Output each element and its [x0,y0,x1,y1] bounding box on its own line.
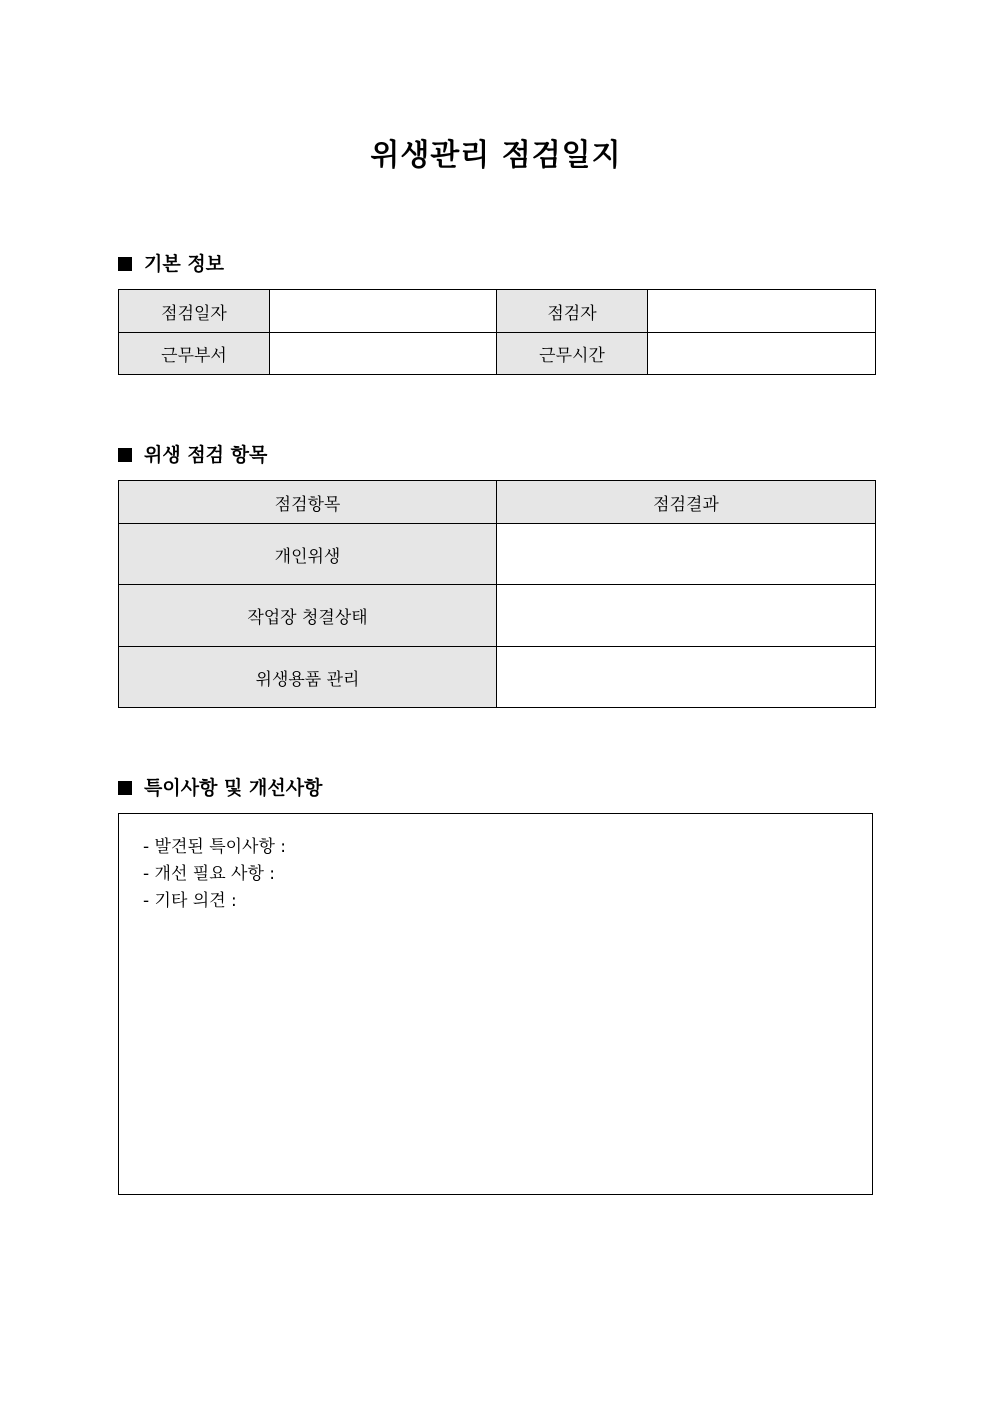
table-row [119,333,876,375]
remarks-line-other-opinions: - 기타 의견 : [143,891,237,911]
table-header-row [119,481,876,524]
table-row [119,524,876,585]
table-row [119,647,876,708]
page-title: 위생관리 점검일지 [370,138,622,173]
table-row [119,585,876,647]
table-row [119,290,876,333]
hygiene-check-table [118,480,876,708]
inspection-date-label: 점검일자 [119,290,270,333]
work-hours-field[interactable] [648,333,876,375]
remarks-line-findings: - 발견된 특이사항 : [143,837,287,857]
basic-info-table [118,289,876,375]
square-bullet-icon [118,781,132,795]
section-heading-remarks [118,775,322,801]
section-heading-label: 위생 점검 항목 [144,444,268,466]
department-label: 근무부서 [119,333,270,375]
section-heading-label: 기본 정보 [144,253,225,275]
section-heading-basic-info [118,251,224,277]
column-header-item: 점검항목 [119,481,497,524]
check-item-label: 작업장 청결상태 [119,585,497,647]
department-field[interactable] [270,333,497,375]
work-hours-label: 근무시간 [497,333,648,375]
check-result-field[interactable] [497,524,876,585]
section-heading-label: 특이사항 및 개선사항 [144,777,323,799]
remarks-box[interactable] [118,813,873,1195]
check-result-field[interactable] [497,647,876,708]
inspection-date-field[interactable] [270,290,497,333]
remarks-line-improvements: - 개선 필요 사항 : [143,864,276,884]
inspector-field[interactable] [648,290,876,333]
inspector-label: 점검자 [497,290,648,333]
check-result-field[interactable] [497,585,876,647]
square-bullet-icon [118,257,132,271]
check-item-label: 개인위생 [119,524,497,585]
column-header-result: 점검결과 [497,481,876,524]
section-heading-hygiene-check [118,442,267,468]
square-bullet-icon [118,448,132,462]
check-item-label: 위생용품 관리 [119,647,497,708]
